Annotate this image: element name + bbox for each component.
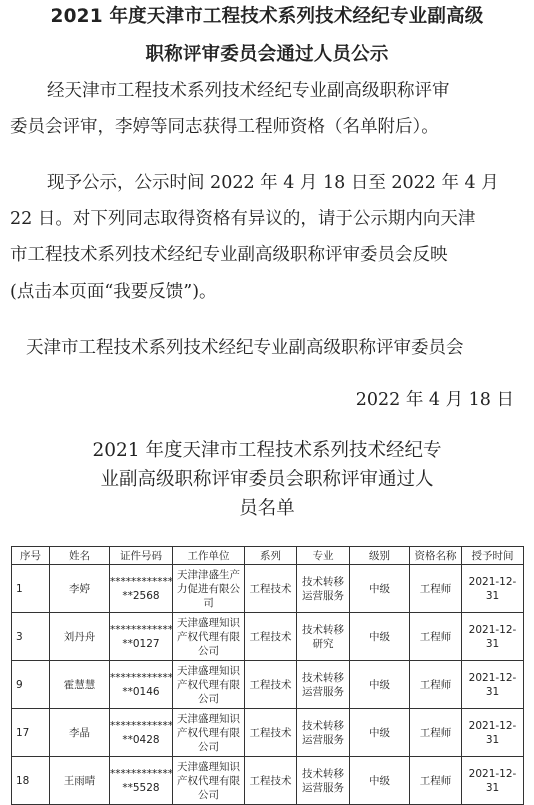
paragraph-line: 经天津市工程技术系列技术经纪专业副高级职称评审	[47, 81, 450, 101]
cell-series: 工程技术	[245, 709, 297, 757]
employer-line: 公司	[198, 788, 219, 801]
employer-line: 产权代理有限	[177, 678, 240, 691]
employer-line: 公司	[198, 692, 219, 705]
cell-qualification: 工程师	[410, 613, 462, 661]
cell-major	[297, 709, 350, 757]
notice-date: 2022 年 4 月 18 日	[355, 390, 514, 410]
table-row	[12, 757, 524, 805]
employer-line: 天津津盛生产	[177, 568, 240, 581]
table-row	[12, 613, 524, 661]
header-employer: 工作单位	[173, 547, 245, 565]
roster-title-line-2: 业副高级职称评审委员会职称评审通过人	[100, 469, 434, 490]
cell-seq: 18	[12, 757, 50, 805]
header-major: 专业	[297, 547, 350, 565]
cell-id-number	[110, 661, 173, 709]
cell-level: 中级	[350, 757, 410, 805]
cell-id-number	[110, 565, 173, 613]
cell-major	[297, 613, 350, 661]
cell-major	[297, 565, 350, 613]
cell-grant-date	[462, 565, 524, 613]
cell-qualification: 工程师	[410, 709, 462, 757]
paragraph-line: (点击本页面“我要反馈”)。	[10, 282, 217, 302]
roster-table	[11, 546, 524, 805]
employer-line: 天津盛理知识	[177, 760, 240, 773]
cell-grant-date	[462, 709, 524, 757]
cell-series: 工程技术	[245, 757, 297, 805]
cell-name: 刘丹舟	[50, 613, 110, 661]
id-line: ************	[110, 671, 173, 684]
major-line: 运营服务	[302, 685, 344, 698]
date-line: 2021-12-	[468, 575, 517, 588]
cell-level: 中级	[350, 613, 410, 661]
date-line: 2021-12-	[468, 623, 517, 636]
notice-title-line-2: 职称评审委员会通过人员公示	[145, 44, 389, 65]
notice-title-line-1: 2021 年度天津市工程技术系列技术经纪专业副高级	[50, 6, 484, 27]
employer-line: 司	[203, 596, 214, 609]
id-line: **2568	[122, 589, 160, 602]
date-line: 31	[485, 685, 500, 698]
major-line: 技术转移	[302, 671, 344, 684]
cell-qualification: 工程师	[410, 661, 462, 709]
cell-name: 霍慧慧	[50, 661, 110, 709]
cell-grant-date	[462, 613, 524, 661]
cell-grant-date	[462, 757, 524, 805]
id-line: **0127	[122, 637, 160, 650]
id-line: ************	[110, 623, 173, 636]
table-header-row	[12, 547, 524, 565]
cell-major	[297, 757, 350, 805]
employer-line: 产权代理有限	[177, 726, 240, 739]
header-seq: 序号	[12, 547, 50, 565]
id-line: ************	[110, 719, 173, 732]
cell-level: 中级	[350, 709, 410, 757]
date-line: 31	[485, 589, 500, 602]
major-line: 技术转移	[302, 575, 344, 588]
date-line: 2021-12-	[468, 767, 517, 780]
major-line: 技术转移	[302, 767, 344, 780]
cell-id-number	[110, 757, 173, 805]
cell-major	[297, 661, 350, 709]
cell-name: 李晶	[50, 709, 110, 757]
roster-title-line-1: 2021 年度天津市工程技术系列技术经纪专	[92, 440, 442, 461]
id-line: **0146	[122, 685, 160, 698]
cell-series: 工程技术	[245, 613, 297, 661]
date-line: 31	[485, 733, 500, 746]
cell-seq: 1	[12, 565, 50, 613]
employer-line: 产权代理有限	[177, 774, 240, 787]
id-line: **5528	[122, 781, 160, 794]
header-name: 姓名	[50, 547, 110, 565]
cell-employer	[173, 709, 245, 757]
major-line: 研究	[312, 637, 334, 650]
employer-line: 公司	[198, 644, 219, 657]
date-line: 31	[485, 781, 500, 794]
paragraph-line: 现予公示，公示时间 2022 年 4 月 18 日至 2022 年 4 月	[47, 173, 499, 193]
cell-level: 中级	[350, 565, 410, 613]
roster-title-line-3: 员名单	[239, 498, 295, 519]
paragraph-line: 市工程技术系列技术经纪专业副高级职称评审委员会反映	[10, 245, 448, 265]
employer-line: 产权代理有限	[177, 630, 240, 643]
employer-line: 天津盛理知识	[177, 712, 240, 725]
date-line: 31	[485, 637, 500, 650]
cell-employer	[173, 661, 245, 709]
employer-line: 天津盛理知识	[177, 616, 240, 629]
cell-name: 李婷	[50, 565, 110, 613]
table-row	[12, 661, 524, 709]
table-row	[12, 565, 524, 613]
cell-employer	[173, 613, 245, 661]
major-line: 技术转移	[302, 719, 344, 732]
cell-employer	[173, 757, 245, 805]
cell-level: 中级	[350, 661, 410, 709]
table-row	[12, 709, 524, 757]
cell-series: 工程技术	[245, 565, 297, 613]
id-line: **0428	[122, 733, 160, 746]
cell-id-number	[110, 613, 173, 661]
cell-grant-date	[462, 661, 524, 709]
cell-seq: 3	[12, 613, 50, 661]
employer-line: 力促进有限公	[177, 582, 240, 595]
employer-line: 公司	[198, 740, 219, 753]
cell-qualification: 工程师	[410, 565, 462, 613]
cell-id-number	[110, 709, 173, 757]
header-grant-date: 授予时间	[462, 547, 524, 565]
cell-qualification: 工程师	[410, 757, 462, 805]
date-line: 2021-12-	[468, 719, 517, 732]
paragraph-line: 22 日。对下列同志取得资格有异议的，请于公示期内向天津	[10, 209, 476, 229]
cell-series: 工程技术	[245, 661, 297, 709]
cell-seq: 9	[12, 661, 50, 709]
cell-name: 王雨晴	[50, 757, 110, 805]
header-series: 系列	[245, 547, 297, 565]
date-line: 2021-12-	[468, 671, 517, 684]
major-line: 运营服务	[302, 781, 344, 794]
id-line: ************	[110, 575, 173, 588]
header-level: 级别	[350, 547, 410, 565]
header-qualification: 资格名称	[410, 547, 462, 565]
cell-seq: 17	[12, 709, 50, 757]
paragraph-line: 委员会评审，李婷等同志获得工程师资格（名单附后）。	[10, 117, 439, 137]
major-line: 运营服务	[302, 733, 344, 746]
cell-employer	[173, 565, 245, 613]
employer-line: 天津盛理知识	[177, 664, 240, 677]
header-id-number: 证件号码	[110, 547, 173, 565]
id-line: ************	[110, 767, 173, 780]
major-line: 运营服务	[302, 589, 344, 602]
signature-committee: 天津市工程技术系列技术经纪专业副高级职称评审委员会	[26, 338, 464, 358]
major-line: 技术转移	[302, 623, 344, 636]
